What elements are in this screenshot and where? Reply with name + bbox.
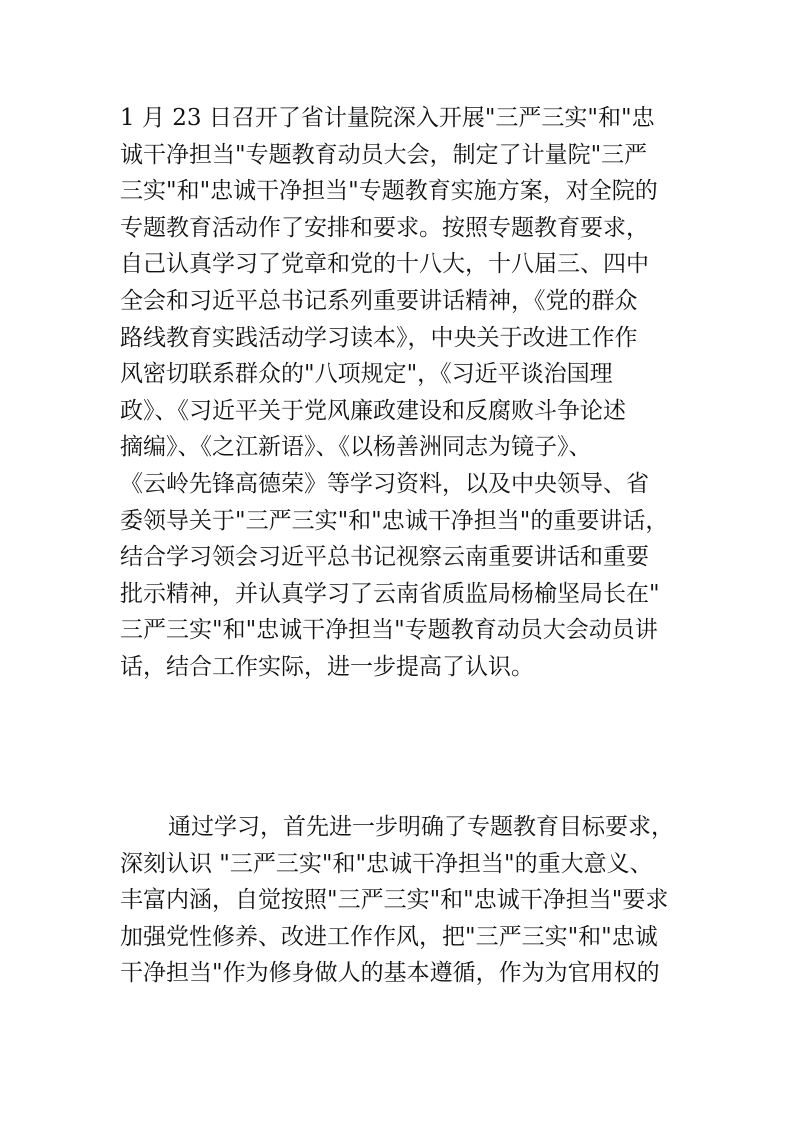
paragraph-line: 《云岭先锋高德荣》等学习资料，以及中央领导、省 xyxy=(120,470,649,497)
paragraph-line: 诚干净担当"专题教育动员大会，制定了计量院"三严 xyxy=(120,141,648,168)
paragraph-line: 三实"和"忠诚干净担当"专题教育实施方案，对全院的 xyxy=(120,178,658,205)
paragraph-line: 深刻认识 "三严三实"和"忠诚干净担当"的重大意义、 xyxy=(120,850,653,877)
paragraph-line: 三严三实"和"忠诚干净担当"专题教育动员大会动员讲 xyxy=(120,617,658,644)
paragraph-line: 风密切联系群众的"八项规定"，《习近平谈治国理 xyxy=(120,361,613,388)
paragraph-line: 摘编》、《之江新语》、《以杨善洲同志为镜子》、 xyxy=(120,434,592,461)
paragraph-line: 加强党性修养、改进工作作风，把"三严三实"和"忠诚 xyxy=(120,923,658,950)
paragraph-line: 结合学习领会习近平总书记视察云南重要讲话和重要 xyxy=(120,544,649,571)
paragraph-line: 通过学习，首先进一步明确了专题教育目标要求， xyxy=(168,814,674,840)
paragraph-line: 批示精神，并认真学习了云南省质监局杨榆坚局长在" xyxy=(120,580,660,607)
paragraph-line: 政》、《习近平关于党风廉政建设和反腐败斗争论述 xyxy=(120,397,626,424)
paragraph-2 xyxy=(120,809,680,992)
paragraph-line: 自己认真学习了党章和党的十八大，十八届三、四中 xyxy=(120,251,649,278)
paragraph-line: 委领导关于"三严三实"和"忠诚干净担当"的重要讲话， xyxy=(120,507,669,534)
paragraph-line: 全会和习近平总书记系列重要讲话精神，《党的群众 xyxy=(120,287,638,314)
paragraph-line: 1 月 23 日召开了省计量院深入开展"三严三实"和"忠 xyxy=(120,105,655,131)
paragraph-line: 路线教育实践活动学习读本》，中央关于改进工作作 xyxy=(120,324,638,351)
paragraph-line: 话，结合工作实际，进一步提高了认识。 xyxy=(120,653,534,680)
paragraph-line: 干净担当"作为修身做人的基本遵循，作为为官用权的 xyxy=(120,960,660,987)
paragraph-line: 专题教育活动作了安排和要求。按照专题教育要求， xyxy=(120,214,649,241)
paragraph-1 xyxy=(120,100,680,686)
paragraph-line: 丰富内涵，自觉按照"三严三实"和"忠诚干净担当"要求 xyxy=(120,887,669,914)
